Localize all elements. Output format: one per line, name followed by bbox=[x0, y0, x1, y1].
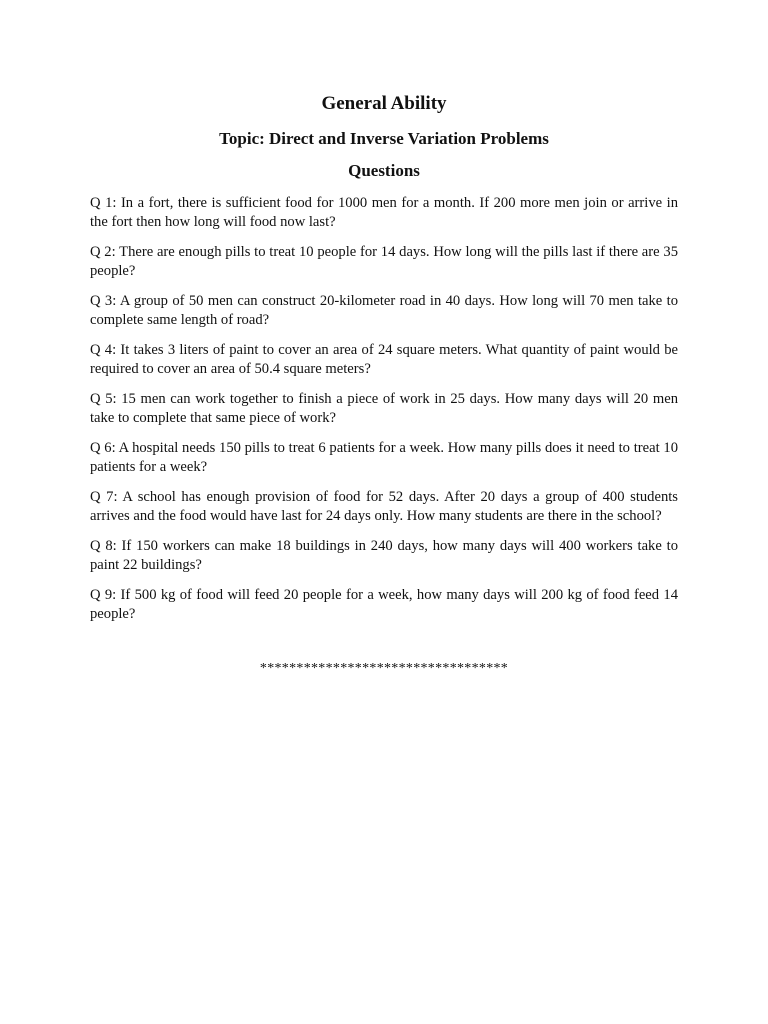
question-7: Q 7: A school has enough provision of food for 52 days. After 20 days a group of 400 students arrives and the food would have last for 24 days only. How many students are there in the school? bbox=[90, 489, 678, 524]
question-5: Q 5: 15 men can work together to finish a piece of work in 25 days. How many days will 20 men take to complete that same piece of work? bbox=[90, 391, 678, 426]
questions-list bbox=[90, 194, 678, 635]
topic-heading: Topic: Direct and Inverse Variation Problems bbox=[219, 129, 549, 148]
question-2: Q 2: There are enough pills to treat 10 people for 14 days. How long will the pills last if there are 35 people? bbox=[90, 244, 678, 279]
question-6: Q 6: A hospital needs 150 pills to treat 6 patients for a week. How many pills does it need to treat 10 patients for a week? bbox=[90, 440, 678, 475]
question-1: Q 1: In a fort, there is sufficient food for 1000 men for a month. If 200 more men join or arrive in the fort then how long will food now last? bbox=[90, 195, 678, 230]
question-3: Q 3: A group of 50 men can construct 20-kilometer road in 40 days. How long will 70 men take to complete same length of road? bbox=[90, 293, 678, 328]
separator-stars: ********************************** bbox=[259, 661, 509, 676]
question-8: Q 8: If 150 workers can make 18 buildings in 240 days, how many days will 400 workers take to paint 22 buildings? bbox=[90, 538, 678, 573]
question-4: Q 4: It takes 3 liters of paint to cover an area of 24 square meters. What quantity of paint would be required to cover an area of 50.4 square meters? bbox=[90, 342, 678, 377]
document-title: General Ability bbox=[321, 93, 447, 114]
question-9: Q 9: If 500 kg of food will feed 20 people for a week, how many days will 200 kg of food feed 14 people? bbox=[90, 587, 678, 622]
questions-heading: Questions bbox=[348, 161, 420, 180]
